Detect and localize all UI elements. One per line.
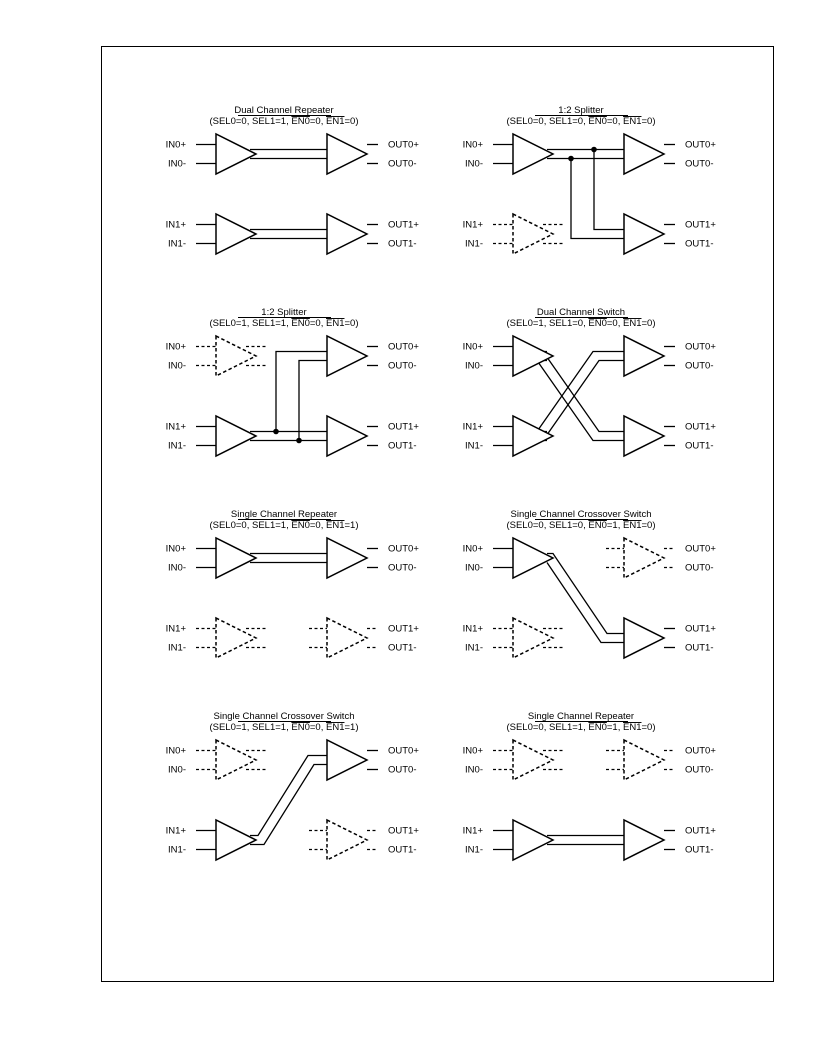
pin-label-in0p: IN0+ [165,745,186,757]
mode-panel-1 [166,105,420,254]
pin-label-in0n: IN0- [465,562,483,574]
config-text: ) [652,520,656,531]
config-value: 0 [577,318,584,329]
pin-label-out0p: OUT0+ [388,543,419,555]
config-value: 1 [612,520,618,531]
config-text: = [641,722,648,733]
pin-label-out1p: OUT1+ [685,825,716,837]
panel-config [209,318,358,329]
junction-dot [273,429,279,435]
input-buffer-1 [513,416,553,456]
pin-label-in1p: IN1+ [462,219,483,231]
pin-label-in1p: IN1+ [462,825,483,837]
enable-signal-name: EN0 [291,318,310,329]
junction-dot [568,156,574,162]
pin-label-in1p: IN1+ [165,421,186,433]
config-text: = [344,520,351,531]
config-value: 0 [538,722,544,733]
signal-wire [547,554,624,634]
enable-signal-name: EN0 [291,520,310,531]
enable-signal-name: EN1 [326,318,345,329]
config-value: 0 [647,116,653,127]
panel-title: Dual Channel Switch [536,307,626,318]
enable-signal-name: EN1 [623,116,642,127]
signal-wire [537,352,624,432]
config-text: = [344,318,351,329]
config-value: 0 [241,520,247,531]
config-text: (SEL0= [506,722,539,733]
config-text: ) [355,722,359,733]
pin-label-in0p: IN0+ [165,139,186,151]
config-value: 0 [350,318,356,329]
input-buffer-0 [216,538,256,578]
pin-label-in1p: IN1+ [165,219,186,231]
pin-label-out0p: OUT0+ [685,745,716,757]
pin-label-in1n: IN1- [465,440,483,452]
config-text: ) [355,318,359,329]
pin-label-out1p: OUT1+ [685,421,716,433]
panel-config [209,116,358,127]
pin-label-in1n: IN1- [168,642,186,654]
config-value: 0 [241,116,247,127]
config-value: 1 [280,520,287,531]
mode-panel-4 [463,307,717,456]
enable-signal-name: EN1 [326,116,345,127]
output-buffer-1 [327,416,367,456]
pin-label-out0n: OUT0- [685,764,714,776]
config-text: (SEL0= [506,318,539,329]
output-buffer-0 [327,538,367,578]
enable-signal-name: EN1 [326,722,345,733]
mode-panel-2 [463,105,717,254]
config-text: (SEL0= [506,520,539,531]
input-buffer-1 [216,214,256,254]
config-value: 1 [241,318,247,329]
config-text: , [320,520,327,531]
pin-label-out1n: OUT1- [388,238,417,250]
pin-label-out1n: OUT1- [685,844,714,856]
config-text: , SEL1= [543,722,578,733]
config-text: = [641,116,648,127]
config-value: 0 [538,116,544,127]
output-buffer-1-disabled [327,820,367,860]
config-text: , SEL1= [543,116,578,127]
config-text: = [606,722,613,733]
input-buffer-1 [216,416,256,456]
config-text: (SEL0= [209,116,242,127]
config-text: = [606,116,613,127]
pin-label-in1n: IN1- [168,238,186,250]
pin-label-out1n: OUT1- [685,440,714,452]
pin-label-in0p: IN0+ [462,543,483,555]
config-text: , [617,116,624,127]
pin-label-in1n: IN1- [465,844,483,856]
panel-title: 1:2 Splitter [558,105,604,116]
config-value: 1 [350,722,356,733]
enable-signal-name: EN0 [291,116,310,127]
pin-label-out0n: OUT0- [388,562,417,574]
mode-panel-5 [166,509,420,658]
config-text: , SEL1= [246,318,281,329]
pin-label-in1n: IN1- [465,642,483,654]
pin-label-in0n: IN0- [168,158,186,170]
panel-title: Single Channel Repeater [527,711,635,722]
config-value: 0 [612,116,618,127]
input-buffer-1 [216,820,256,860]
config-text: , [583,520,589,531]
pin-label-out0p: OUT0+ [685,139,716,151]
pin-label-in1p: IN1+ [165,623,186,635]
config-value: 1 [241,722,247,733]
output-buffer-1 [624,214,664,254]
pin-label-in0p: IN0+ [462,341,483,353]
config-text: = [641,520,648,531]
config-text: = [344,722,351,733]
pin-label-out1n: OUT1- [685,238,714,250]
config-text: , SEL1= [246,520,281,531]
pin-label-out1p: OUT1+ [388,623,419,635]
config-text: , [617,318,624,329]
pin-label-out0n: OUT0- [388,360,417,372]
output-buffer-0 [327,740,367,780]
config-text: , [617,520,624,531]
pin-label-out1p: OUT1+ [685,623,716,635]
signal-wire [543,361,624,441]
config-value: 1 [280,116,287,127]
pin-label-out0n: OUT0- [388,158,417,170]
pin-label-out1n: OUT1- [388,440,417,452]
config-text: (SEL0= [209,318,242,329]
config-text: , [583,116,589,127]
panel-title: Single Channel Repeater [230,509,338,520]
config-text: , [617,722,624,733]
panel-grid [166,105,717,860]
enable-signal-name: EN0 [588,318,607,329]
output-buffer-0 [327,336,367,376]
output-buffer-0 [624,336,664,376]
input-buffer-0 [513,134,553,174]
config-text: , [286,722,292,733]
signal-wire [594,150,624,230]
input-buffer-0 [513,538,553,578]
pin-label-out1n: OUT1- [685,642,714,654]
config-value: 0 [315,722,321,733]
config-value: 1 [538,318,544,329]
config-text: , SEL1= [246,116,281,127]
output-buffer-1-disabled [327,618,367,658]
pin-label-in0n: IN0- [168,360,186,372]
config-value: 1 [280,722,287,733]
config-text: , [320,116,327,127]
config-text: ) [652,318,656,329]
pin-label-in0n: IN0- [168,562,186,574]
config-value: 0 [647,520,653,531]
enable-signal-name: EN0 [588,722,607,733]
config-value: 0 [577,116,584,127]
config-text: , [286,116,292,127]
panel-config [506,116,655,127]
panel-config [209,722,358,733]
panel-config [506,318,655,329]
pin-label-in1n: IN1- [168,440,186,452]
enable-signal-name: EN1 [623,722,642,733]
config-text: = [309,116,316,127]
input-buffer-0-disabled [513,740,553,780]
config-text: (SEL0= [506,116,539,127]
pin-label-out1p: OUT1+ [388,421,419,433]
pin-label-out1n: OUT1- [388,642,417,654]
pin-label-in0p: IN0+ [462,139,483,151]
config-value: 0 [577,520,584,531]
signal-wire [250,756,327,836]
panel-config [506,520,655,531]
panel-title: Single Channel Crossover Switch [213,711,355,722]
output-buffer-1 [624,416,664,456]
pin-label-in0p: IN0+ [165,341,186,353]
input-buffer-0-disabled [216,740,256,780]
pin-label-in0n: IN0- [465,764,483,776]
pin-label-in0n: IN0- [465,158,483,170]
pin-label-out1p: OUT1+ [685,219,716,231]
config-text: (SEL0= [209,722,242,733]
pin-label-in1p: IN1+ [462,623,483,635]
output-buffer-0 [624,134,664,174]
pin-label-out1p: OUT1+ [388,825,419,837]
config-text: ) [652,722,656,733]
signal-wire [543,352,624,432]
pin-label-in1n: IN1- [168,844,186,856]
pin-label-out0p: OUT0+ [685,543,716,555]
enable-signal-name: EN0 [291,722,310,733]
signal-wire [250,765,327,845]
config-text: , [320,318,327,329]
config-value: 1 [350,520,356,531]
config-value: 0 [538,520,544,531]
panel-config [209,520,358,531]
input-buffer-1-disabled [216,618,256,658]
config-text: ) [652,116,656,127]
page-border [102,47,774,982]
pin-label-in0p: IN0+ [165,543,186,555]
config-value: 0 [315,116,321,127]
pin-label-in0n: IN0- [465,360,483,372]
pin-label-out0p: OUT0+ [685,341,716,353]
config-text: = [641,318,648,329]
pin-label-out0n: OUT0- [388,764,417,776]
pin-label-out0n: OUT0- [685,360,714,372]
input-buffer-1-disabled [513,618,553,658]
config-text: ) [355,520,359,531]
enable-signal-name: EN0 [588,520,607,531]
signal-wire [571,159,624,239]
pin-label-out0n: OUT0- [685,562,714,574]
pin-label-out1p: OUT1+ [388,219,419,231]
config-text: ) [355,116,359,127]
signal-wire [276,352,327,432]
pin-label-in0p: IN0+ [462,745,483,757]
enable-signal-name: EN1 [623,318,642,329]
config-text: = [309,722,316,733]
mode-panel-7 [166,711,420,860]
output-buffer-0 [327,134,367,174]
signal-wire [299,361,327,441]
config-value: 1 [577,722,584,733]
config-value: 1 [280,318,287,329]
pin-label-in1n: IN1- [465,238,483,250]
config-text: , [286,318,292,329]
config-text: , SEL1= [543,520,578,531]
pin-label-out0p: OUT0+ [388,139,419,151]
config-value: 0 [315,520,321,531]
output-buffer-0-disabled [624,538,664,578]
config-text: , [583,722,589,733]
config-value: 0 [612,318,618,329]
junction-dot [591,147,597,153]
config-text: , [286,520,292,531]
enable-signal-name: EN1 [326,520,345,531]
panel-title: 1:2 Splitter [261,307,307,318]
panel-title: Dual Channel Repeater [234,105,334,116]
input-buffer-0 [216,134,256,174]
config-text: = [309,318,316,329]
mode-panel-3 [166,307,420,456]
pin-label-in1p: IN1+ [165,825,186,837]
config-text: , SEL1= [543,318,578,329]
pin-label-out1n: OUT1- [388,844,417,856]
mode-panel-8 [463,711,717,860]
input-buffer-1 [513,820,553,860]
input-buffer-0 [513,336,553,376]
pin-label-in0n: IN0- [168,764,186,776]
config-text: , [320,722,327,733]
output-buffer-1 [327,214,367,254]
pin-label-out0p: OUT0+ [388,341,419,353]
input-buffer-0-disabled [216,336,256,376]
enable-signal-name: EN0 [588,116,607,127]
config-text: (SEL0= [209,520,242,531]
config-value: 0 [315,318,321,329]
input-buffer-1-disabled [513,214,553,254]
config-text: = [606,520,613,531]
config-text: = [344,116,351,127]
config-text: = [309,520,316,531]
config-value: 0 [647,722,653,733]
config-value: 0 [350,116,356,127]
panel-title: Single Channel Crossover Switch [510,509,652,520]
output-buffer-1 [624,820,664,860]
pin-label-in1p: IN1+ [462,421,483,433]
config-value: 0 [647,318,653,329]
config-value: 1 [612,722,618,733]
enable-signal-name: EN1 [623,520,642,531]
pin-label-out0p: OUT0+ [388,745,419,757]
config-text: , [583,318,589,329]
signal-wire [537,361,624,441]
mode-panel-6 [463,509,717,658]
panel-config [506,722,655,733]
config-text: = [606,318,613,329]
output-buffer-1 [624,618,664,658]
output-buffer-0-disabled [624,740,664,780]
junction-dot [296,438,302,444]
config-text: , SEL1= [246,722,281,733]
pin-label-out0n: OUT0- [685,158,714,170]
